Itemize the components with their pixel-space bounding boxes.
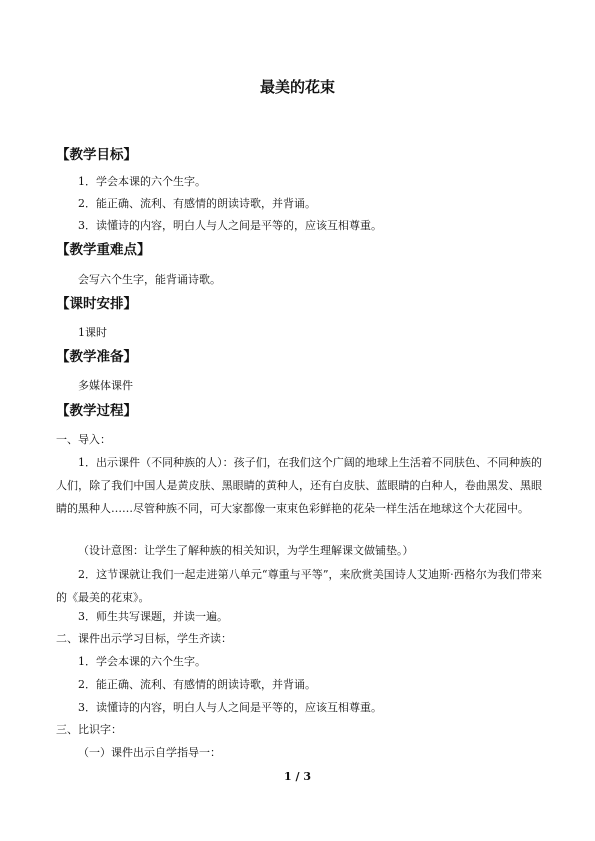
section-2-item-3: 3．读懂诗的内容，明白人与人之间是平等的，应该互相尊重。: [78, 701, 382, 714]
section-3-subsection-1: （一）课件出示自学指导一：: [78, 746, 221, 759]
goal-item-1: 1．学会本课的六个生字。: [78, 175, 206, 188]
heading-preparation: 【教学准备】: [56, 349, 137, 365]
goal-item-2: 2．能正确、流利、有感情的朗读诗歌，并背诵。: [78, 197, 316, 210]
section-2-item-1: 1．学会本课的六个生字。: [78, 655, 206, 668]
document-title: 最美的花束: [259, 78, 335, 96]
goal-item-3: 3．读懂诗的内容，明白人与人之间是平等的，应该互相尊重。: [78, 219, 382, 232]
section-3-title: 三、比识字：: [56, 723, 122, 736]
page-number: 1 / 3: [284, 770, 311, 783]
section-2-item-2: 2．能正确、流利、有感情的朗读诗歌，并背诵。: [78, 678, 316, 691]
key-difficulties-text: 会写六个生字，能背诵诗歌。: [78, 273, 221, 286]
section-1-paragraph-3: 3．师生共写课题，并读一遍。: [78, 610, 228, 623]
schedule-text: 1课时: [78, 326, 107, 339]
section-1-title: 一、导入：: [56, 433, 111, 446]
heading-key-difficulties: 【教学重难点】: [56, 242, 151, 258]
section-2-title: 二、课件出示学习目标，学生齐读：: [56, 632, 232, 645]
section-1-paragraph-1: 1．出示课件（不同种族的人）：孩子们，在我们这个广阔的地球上生活着不同肤色、不同种族的人们，除了我们中国人是黄皮肤、黑眼睛的黄种人，还有白皮肤、蓝眼睛的白种人，卷曲黑发、黑眼睛的黑种人……尽管种族不同，可大家都像一束束色彩鲜艳的花朵一样生活在地球这个大花园中。: [56, 456, 542, 515]
section-1-design-note: （设计意图：让学生了解种族的相关知识，为学生理解课文做铺垫。）: [78, 544, 414, 557]
heading-teaching-goals: 【教学目标】: [56, 147, 137, 163]
section-1-paragraph-2: 2．这节课就让我们一起走进第八单元“尊重与平等”，来欣赏美国诗人艾迪斯·西格尔为我们带来的《最美的花束》。: [56, 568, 542, 604]
preparation-text: 多媒体课件: [78, 379, 133, 392]
heading-schedule: 【课时安排】: [56, 296, 137, 312]
heading-teaching-process: 【教学过程】: [56, 403, 137, 419]
